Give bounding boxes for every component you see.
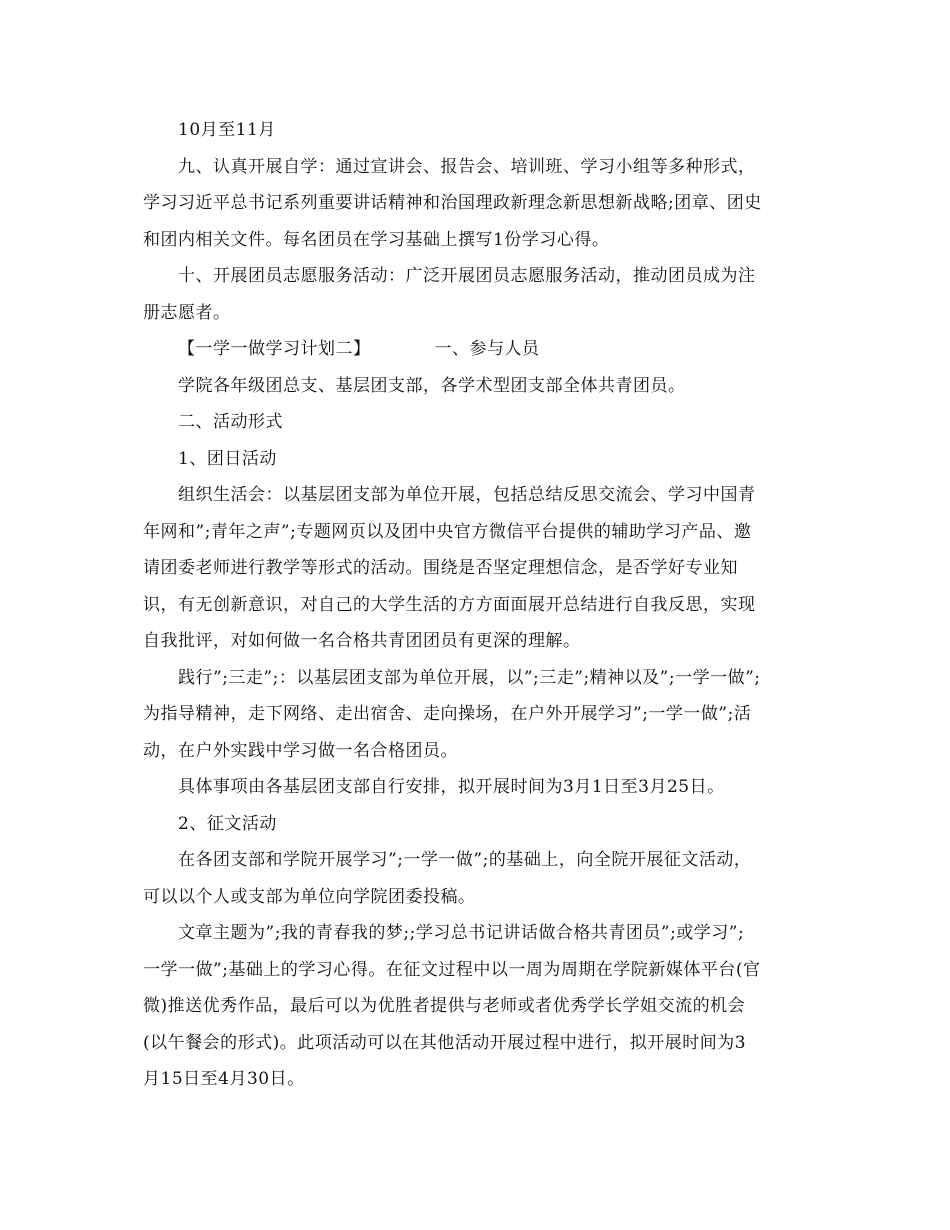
subsection-heading: 2、征文活动 xyxy=(178,814,277,834)
paragraph-line: 可以以个人或支部为单位向学院团委投稿。 xyxy=(143,887,476,907)
paragraph-line: 月15日至4月30日。 xyxy=(143,1069,305,1089)
paragraph-line: 自我批评，对如何做一名合格共青团团员有更深的理解。 xyxy=(143,631,581,651)
paragraph-line: 学院各年级团总支、基层团支部，各学术型团支部全体共青团员。 xyxy=(178,376,686,396)
subsection-heading: 1、团日活动 xyxy=(178,449,277,469)
section-heading-line xyxy=(178,338,540,360)
paragraph-line: 册志愿者。 xyxy=(143,303,231,323)
paragraph-line: 一学一做”;基础上的学习心得。在征文过程中以一周为周期在学院新媒体平台(官 xyxy=(143,960,761,980)
paragraph-line: 识，有无创新意识，对自己的大学生活的方方面面展开总结进行自我反思，实现 xyxy=(143,595,756,615)
paragraph-line: 动，在户外实践中学习做一名合格团员。 xyxy=(143,741,458,761)
paragraph-line: 学习习近平总书记系列重要讲话精神和治国理政新理念新思想新战略;团章、团史 xyxy=(143,193,762,213)
paragraph-line: 请团委老师进行教学等形式的活动。围绕是否坚定理想信念，是否学好专业知 xyxy=(143,558,738,578)
subsection-heading: 一、参与人员 xyxy=(434,339,540,359)
paragraph-line: 十、开展团员志愿服务活动：广泛开展团员志愿服务活动，推动团员成为注 xyxy=(178,266,756,286)
paragraph-line: (以午餐会的形式)。此项活动可以在其他活动开展过程中进行，拟开展时间为3 xyxy=(143,1033,747,1053)
paragraph-line: 具体事项由各基层团支部自行安排，拟开展时间为3月1日至3月25日。 xyxy=(178,777,725,797)
paragraph-line: 组织生活会：以基层团支部为单位开展，包括总结反思交流会、学习中国青 xyxy=(178,485,756,505)
paragraph-line: 年网和”;青年之声”;专题网页以及团中央官方微信平台提供的辅助学习产品、邀 xyxy=(143,522,752,542)
paragraph-line: 10月至11月 xyxy=(178,120,276,140)
paragraph-line: 九、认真开展自学：通过宣讲会、报告会、培训班、学习小组等多种形式， xyxy=(178,157,756,177)
section-heading: 【一学一做学习计划二】 xyxy=(178,339,371,359)
paragraph-line: 微)推送优秀作品，最后可以为优胜者提供与老师或者优秀学长学姐交流的机会 xyxy=(143,996,746,1016)
paragraph-line: 和团内相关文件。每名团员在学习基础上撰写1份学习心得。 xyxy=(143,230,610,250)
paragraph-line: 在各团支部和学院开展学习”;一学一做”;的基础上，向全院开展征文活动， xyxy=(178,850,752,870)
paragraph-line: 践行”;三走”;：以基层团支部为单位开展，以”;三走”;精神以及”;一学一做”; xyxy=(178,668,761,688)
paragraph-line: 为指导精神，走下网络、走出宿舍、走向操场，在户外开展学习”;一学一做”;活 xyxy=(143,704,752,724)
subsection-heading: 二、活动形式 xyxy=(178,412,283,432)
paragraph-line: 文章主题为”;我的青春我的梦;;学习总书记讲话做合格共青团员”;或学习”; xyxy=(178,923,745,943)
